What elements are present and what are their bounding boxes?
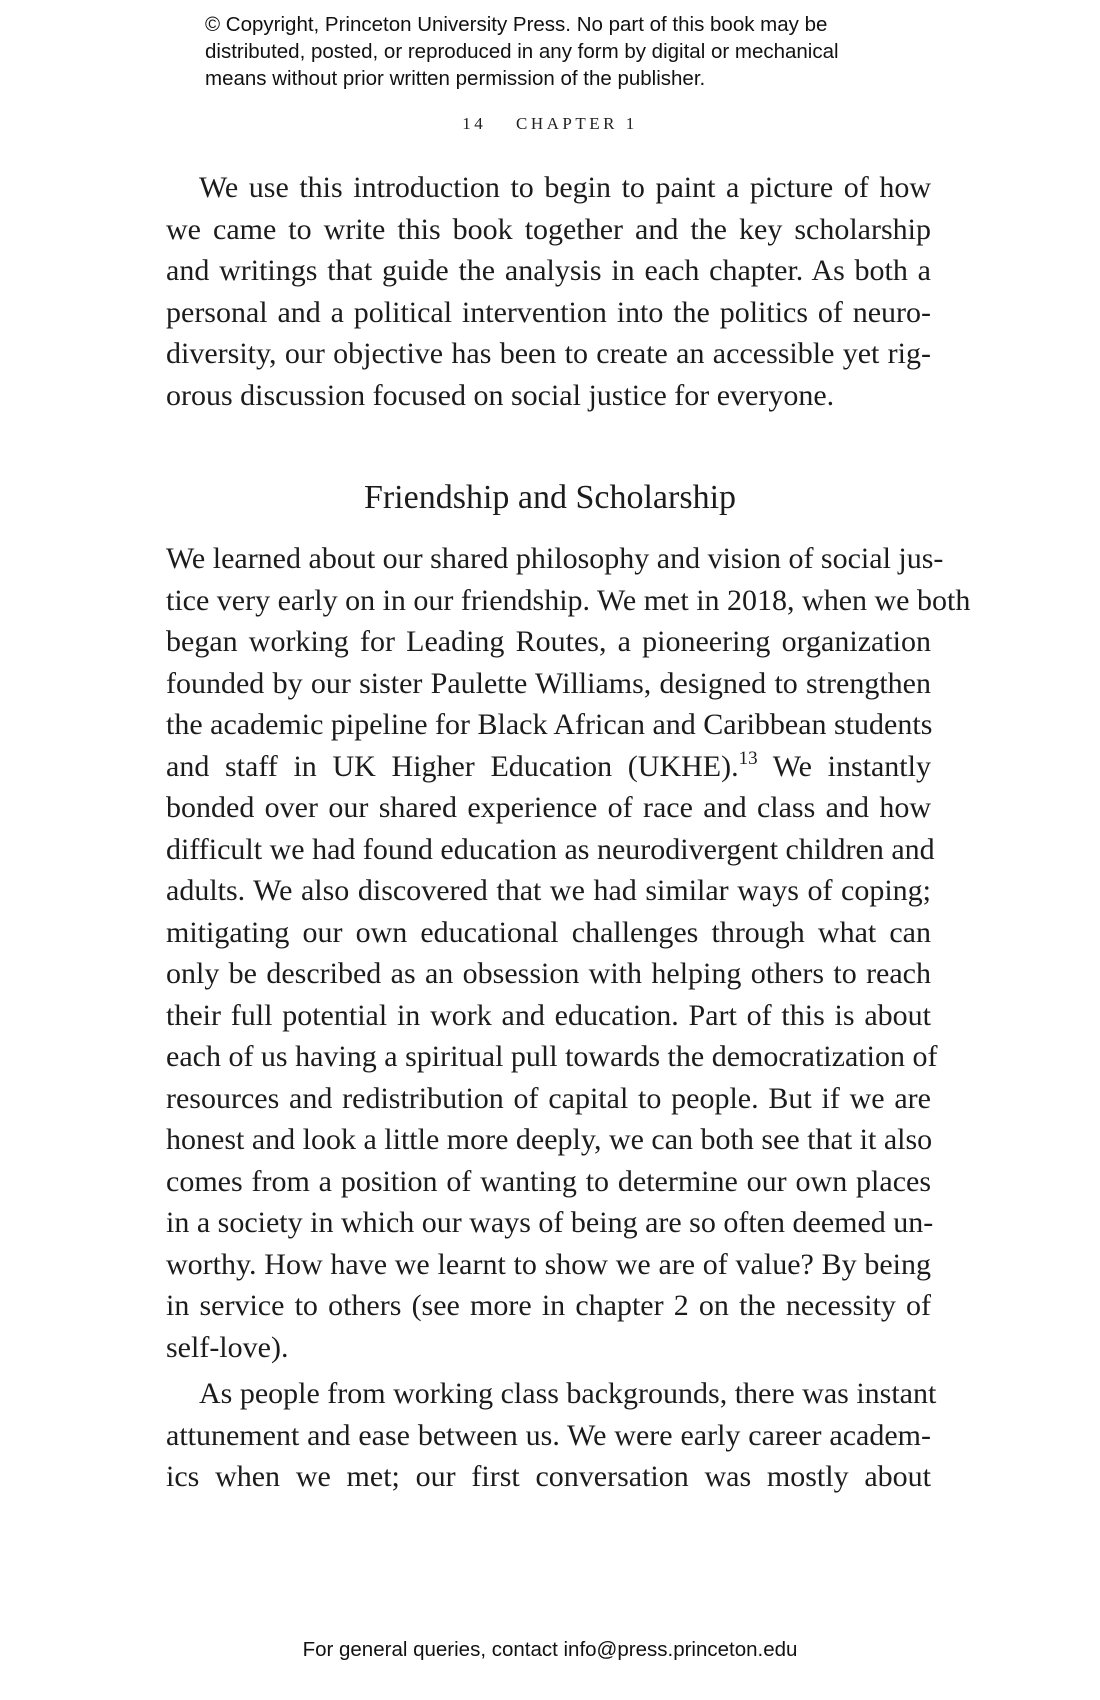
text-line: attunement and ease between us. We were early career academ- [166,1418,931,1452]
copyright-line: distributed, posted, or reproduced in any form by digital or mechanical [205,40,839,63]
text-line: personal and a political intervention into the politics of neuro- [166,295,931,329]
text-segment: We instantly [757,749,931,783]
text-line: founded by our sister Paulette Williams, designed to strengthen [166,666,931,700]
text-line: worthy. How have we learnt to show we are of value? By being [166,1247,931,1281]
text-line: comes from a position of wanting to determine our own places [166,1164,931,1198]
text-line: diversity, our objective has been to create an accessible yet rig- [166,337,931,370]
text-line: We use this introduction to begin to paint a picture of how [199,171,931,204]
text-line: bonded over our shared experience of race and class and how [166,791,931,824]
text-line: and writings that guide the analysis in each chapter. As both a [166,254,931,287]
text-line-with-note [166,746,931,788]
text-line: self-love). [166,1330,289,1364]
text-line: in a society in which our ways of being are so often deemed un- [166,1206,934,1239]
text-line: resources and redistribution of capital to people. But if we are [166,1081,931,1115]
text-line: we came to write this book together and the key scholarship [166,212,931,246]
chapter-label: CHAPTER 1 [516,114,638,133]
text-line: honest and look a little more deeply, we can both see that it also [166,1123,933,1156]
text-line: the academic pipeline for Black African and Caribbean students [166,708,933,741]
body-paragraph-backgrounds [166,1373,937,1498]
text-line: in service to others (see more in chapter 2 on the necessity of [166,1289,931,1322]
body-paragraph-friendship [166,538,971,1368]
text-line: orous discussion focused on social justice for everyone. [166,378,835,412]
footnote-reference[interactable]: 13 [738,747,758,769]
copyright-line: means without prior written permission of the publisher. [205,67,706,90]
text-line: difficult we had found education as neurodivergent children and [166,832,935,866]
text-line: their full potential in work and education. Part of this is about [166,998,931,1032]
text-line: tice very early on in our friendship. We met in 2018, when we both [166,583,971,617]
text-line: As people from working class backgrounds, there was instant [199,1377,937,1410]
copyright-notice [205,11,925,92]
footer-contact: For general queries, contact info@press.princeton.edu [302,1638,798,1661]
text-segment: and staff in UK Higher Education (UKHE). [166,749,739,783]
text-line: adults. We also discovered that we had similar ways of coping; [166,874,931,907]
page-number: 14 [462,114,487,133]
text-line: We learned about our shared philosophy and vision of social jus- [166,542,944,575]
text-line: only be described as an obsession with helping others to reach [166,957,931,990]
body-paragraph-intro [166,167,931,416]
copyright-line: © Copyright, Princeton University Press. No part of this book may be [205,13,828,36]
text-line: began working for Leading Routes, a pioneering organization [166,625,931,658]
section-heading: Friendship and Scholarship [363,479,737,516]
text-line: mitigating our own educational challenges through what can [166,915,931,949]
text-line: each of us having a spiritual pull towards the democratization of [166,1040,938,1073]
text-line: ics when we met; our first conversation was mostly about [166,1460,931,1493]
running-head [0,114,1100,134]
